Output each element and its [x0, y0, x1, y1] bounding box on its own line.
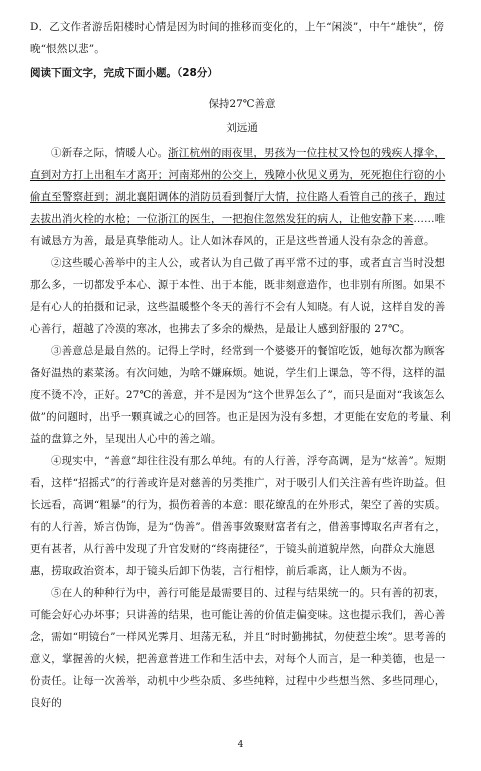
- paragraph-5: ⑤在人的种种行为中，善行可能是最需要目的、过程与结果统一的。只有善的初衷，可能会好心办坏事；只讲善的结果，也可能让善的价值走偏变味。这也提示我们，善心善念，需如“明镜台”一样风光霁月、坦荡无私，并且“时时勤拂拭，勿使惹尘埃”。思考善的意义，掌握善的火候，把善意普进工作和生活中去，对每个人而言，是一种美德，也是一份责任。让每一次善举，动机中少些杂质、多些纯粹，过程中少些想当然、多些同理心，良好的: [30, 587, 447, 709]
- paragraph-1: [30, 142, 454, 252]
- option-d: D．乙文作者游岳阳楼时心情是因为时间的推移而变化的，上午“闲淡”，中午“雄快”，傍晚“恨然以悲”。: [30, 21, 445, 55]
- article-title: 保持27℃善意: [208, 98, 276, 110]
- paragraph-4: ④现实中，“善意”却往往没有那么单纯。有的人行善，浮夸高调，是为“炫善”。短期看，这样“招摇式”的行善或许是对慈善的另类推广，对于吸引人们关注善有些许助益。但长远看，高调“粗暴”的行为，损伤着善的本意：眼花缭乱的在外形式，架空了善的实质。有的人行善，矫言伪饰，是为“伪善”。借善事敛聚财富者有之，借善事博取名声者有之，更有甚者，从行善中发现了升官发财的“终南捷径”，于镜头前道貌岸然，向群众大施恩惠，捞取政治资本，却于镜头后卸下伪装，言行相悖，前后乖离，让人颇为不齿。: [30, 455, 446, 577]
- paragraph-1-lead: ①新春之际，情暖人心。: [51, 147, 169, 159]
- article-author: 刘远通: [226, 122, 258, 134]
- page-content: [30, 16, 454, 714]
- paragraph-1-tail: ……唯有诚恳方为善，最是真挚能动人。让人如沐春风的，正是这些普通人没有杂念的善意。: [30, 213, 446, 247]
- paragraph-1-underlined: 浙江杭州的雨夜里，男孩为一位拄杖又怜包的残疾人撑伞，直到对方打上出租车才离开；河南郑州的公交上，残障小伙见义勇为，死死抱住行窃的小偷直至警察赶到；湖北襄阳调体的消防员看到餐厅大情，拉住路人看管自己的孩子，跑过去拔出消火栓的水枪；一位浙江的医生，一把抱住忽然发狂的病人，让他安静下来: [30, 147, 446, 225]
- paragraph-3: ③善意总是最自然的。记得上学时，经常到一个婆婆开的餐馆吃饭，她每次都为顾客备好温热的素菜汤。有次问她，为啥不嫌麻烦。她说，学生们上课急，等不得，这样的温度不烫不冷，正好。27℃的善意，并不是因为“这个世界怎么了”，而只是面对“我该怎么做”的问题时，出乎一颗真诚之心的回答。也正是因为没有多想，才更能在安危的考量、利益的盘算之外，呈现出人心中的善之端。: [30, 345, 451, 445]
- paragraph-2: ②这些暖心善举中的主人公，或者认为自己做了再平常不过的事，或者直言当时没想那么多，一切都发乎本心、源于本性、出于本能，既非刻意造作，也非别有所图。如果不是有心人的拍摄和记录，这些温暖整个冬天的善行不会有人知晓。有人说，这样自发的善心善行，超越了冷漠的寒冰，也拂去了多余的燥热，是最让人感到舒服的 27℃。: [30, 257, 446, 335]
- reading-instruction: 阅读下面文字，完成下面小题。（28分）: [30, 67, 218, 79]
- page-number: 4: [237, 740, 244, 750]
